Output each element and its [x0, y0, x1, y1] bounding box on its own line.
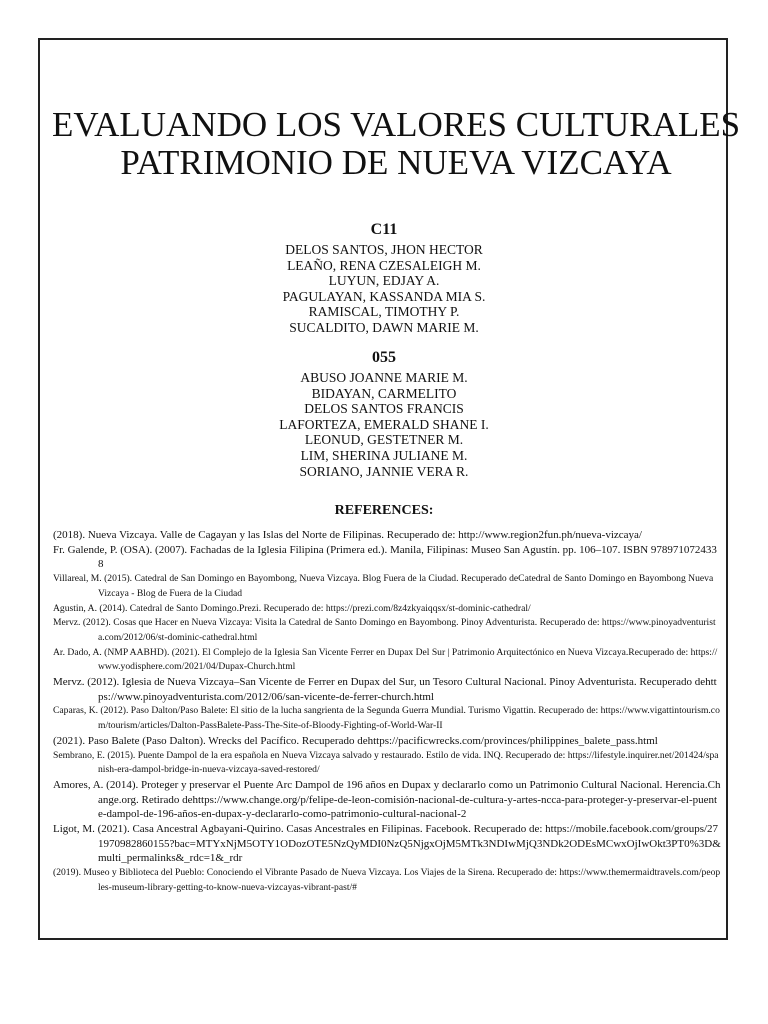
document-title — [0, 106, 768, 182]
reference-item: Caparas, K. (2012). Paso Dalton/Paso Balete: El sitio de la lucha sangrienta de la Segunda Guerra Mundial. Turismo Vigattin. Recuperado de: https://www.vigattintourism.com/tourism/articles/Dalton-PassBalete-Pass-The-Site-of-Bloody-Fighting-of-World-War-II — [53, 705, 720, 732]
member-name: LEAÑO, RENA CZESALEIGH M. — [287, 257, 481, 273]
member-name: DELOS SANTOS, JHON HECTOR — [285, 242, 483, 257]
references-heading: REFERENCES: — [334, 503, 434, 518]
reference-item: Mervz. (2012). Cosas que Hacer en Nueva Vizcaya: Visita la Catedral de Santo Domingo en Bayombong. Pinoy Adventurista. Recuperado de: https://www.pinoyadventurista.com/2012/06/st-dominic-cathedral.html — [53, 617, 716, 643]
member-name: LIM, SHERINA JULIANE M. — [300, 447, 468, 463]
member-name: PAGULAYAN, KASSANDA MIA S. — [282, 288, 486, 304]
reference-item: (2018). Nueva Vizcaya. Valle de Cagayan y las Islas del Norte de Filipinas. Recuperado de: http://www.region2fun.ph/nueva-vizcaya/ — [53, 529, 642, 541]
member-name: ABUSO JOANNE MARIE M. — [300, 370, 468, 385]
reference-item: Fr. Galende, P. (OSA). (2007). Fachadas de la Iglesia Filipina (Primera ed.). Manila, Filipinas: Museo San Agustín. pp. 106–107. ISBN 9789710724338 — [53, 543, 717, 571]
reference-item: (2021). Paso Balete (Paso Dalton). Wrecks del Pacífico. Recuperado dehttps://pacificwrecks.com/provinces/philippines_balete_pass.html — [53, 734, 658, 747]
reference-item: Villareal, M. (2015). Catedral de San Domingo en Bayombong, Nueva Vizcaya. Blog Fuera de la Ciudad. Recuperado deCatedral de Santo Domingo en Bayombong Nueva Vizcaya - Blog de Fuera de la Ciudad — [53, 573, 714, 599]
group-055 — [0, 348, 768, 479]
member-name: LEONUD, GESTETNER M. — [304, 432, 464, 448]
member-name: BIDAYAN, CARMELITO — [311, 385, 457, 401]
title-line-1: EVALUANDO LOS VALORES CULTURALES — [51, 105, 741, 144]
reference-item: (2019). Museo y Biblioteca del Pueblo: Conociendo el Vibrante Pasado de Nueva Vizcaya. Los Viajes de la Sirena. Recuperado de: https://www.themermaidtravels.com/peoples-museum-library-getting-to-know-nueva-vizcayas-vibrant-past/# — [53, 867, 721, 893]
reference-item: Agustin, A. (2014). Catedral de Santo Domingo.Prezi. Recuperado de: https://prezi.com/8z4zkyaiqqsx/st-dominic-cathedral/ — [53, 602, 531, 614]
member-name: SUCALDITO, DAWN MARIE M. — [289, 319, 479, 335]
member-name: LAFORTEZA, EMERALD SHANE I. — [279, 416, 489, 432]
group-code: 055 — [372, 349, 396, 366]
member-name: LUYUN, EDJAY A. — [328, 273, 440, 289]
references-list — [53, 528, 721, 896]
group-code: C11 — [370, 221, 398, 238]
reference-item: Ligot, M. (2021). Casa Ancestral Agbayani-Quirino. Casas Ancestrales en Filipinas. Facebook. Recuperado de: https://mobile.facebook.com/groups/271970982860155?bac=MTYxNjM5OTY1ODozOTE5NzQyMDI0NzQ5NjgxOjM5MTk3NDIwMjQ3NDk2ODEsMCwxOjIwOkt3PT0%3D&multi_permalinks&_rdc=1&_rdr — [53, 823, 721, 865]
reference-item: Amores, A. (2014). Proteger y preservar el Puente Arc Dampol de 196 años en Dupax y declararlo como un Patrimonio Cultural Nacional. Herencia.Change.org. Retirado dehttps://www.change.org/p/felipe-de-leon-comisión-nacional-de-cultura-y-artes-ncca-para-proteger-y-preservar-el-puente-dampol-de-196-años-en-dupax-y-declararlo-como-patrimonio-cultural-nacional-2 — [53, 778, 721, 821]
reference-item: Sembrano, E. (2015). Puente Dampol de la era española en Nueva Vizcaya salvado y restaurado. Estilo de vida. INQ. Recuperado de: https://lifestyle.inquirer.net/201424/spanish-era-dampol-bridge-in-nueva-vizcaya-saved-restored/ — [53, 749, 719, 776]
group-c11 — [0, 220, 768, 336]
title-line-2: PATRIMONIO DE NUEVA VIZCAYA — [120, 143, 672, 182]
reference-item: Ar. Dado, A. (NMP AABHD). (2021). El Complejo de la Iglesia San Vicente Ferrer en Dupax Del Sur | Patrimonio Arquitectónico en Nueva Vizcaya.Recuperado de: https://www.yodisphere.com/2021/04/Dupax-Church.html — [53, 646, 718, 673]
member-name: DELOS SANTOS FRANCIS — [304, 401, 464, 417]
member-name: SORIANO, JANNIE VERA R. — [299, 463, 469, 479]
member-name: RAMISCAL, TIMOTHY P. — [308, 304, 460, 320]
reference-item: Mervz. (2012). Iglesia de Nueva Vizcaya–San Vicente de Ferrer en Dupax del Sur, un Tesoro Cultural Nacional. Pinoy Adventurista. Recuperado dehttps://www.pinoyadventurista.com/2012/06/san-vicente-de-ferrer-church.html — [53, 676, 717, 703]
